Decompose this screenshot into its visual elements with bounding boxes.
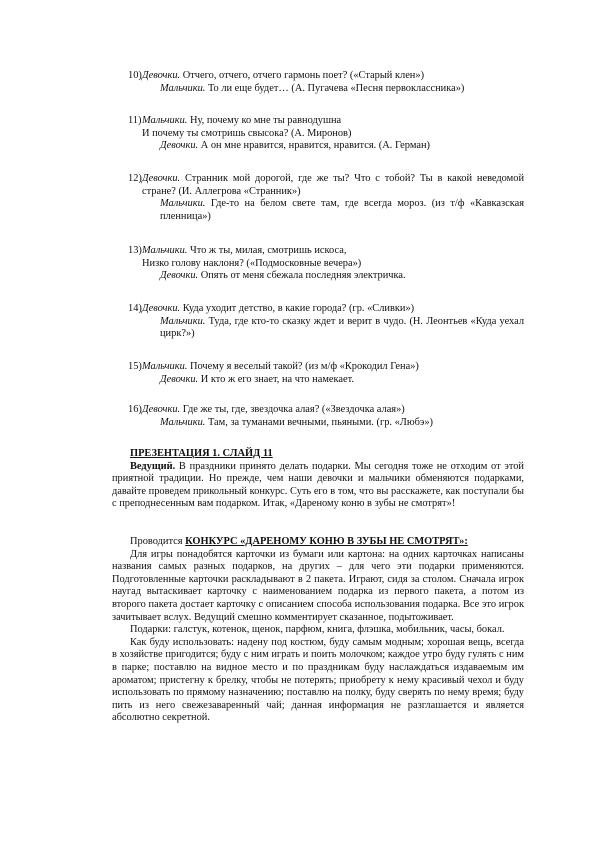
speaker-role: Девочки. [142,173,181,184]
item-number: 11) [128,115,142,126]
song-line: Отчего, отчего, отчего гармонь поет? («Старый клен») [180,70,425,81]
host-paragraph [112,461,524,511]
song-line: Ну, почему ко мне ты равнодушна [187,115,342,126]
speaker-role: Мальчики. [160,198,206,210]
song-line: Почему я веселый такой? (из м/ф «Крокодил Гена») [187,361,419,372]
speaker-role: Мальчики. [142,115,188,126]
song-line: Там, за туманами вечными, пьяными. (гр. «Любэ») [205,416,434,428]
list-item [128,70,524,95]
speaker-role: Девочки. [160,373,199,385]
song-line: То ли еще будет… (А. Пугачева «Песня первоклассника») [205,82,465,94]
song-line: Низко голову наклоня? («Подмосковные вечера») [142,257,362,269]
list-item [128,303,524,341]
speaker-role: Девочки. [142,303,181,314]
host-text: В праздники принято делать подарки. Мы сегодня тоже не отходим от этой приятной традиции. Но прежде, чем наши девочки и мальчики обменяются подарками, давайте проведем прикольный конкурс. Суть его в том, что вы расскажете, как поступали бы с преподнесенным вам подарком. Итак, «Дареному коню в зубы не смотрят»! [112,460,524,510]
presentation-section [112,448,524,511]
item-number: 15) [128,361,142,372]
speaker-role: Девочки. [142,70,181,81]
contest-heading [112,536,524,549]
song-line: Опять от меня сбежала последняя электричка. [198,270,406,282]
usage-paragraph: Как буду использовать: надену под костюм, буду самым модным; хорошая вещь, всегда в хозяйстве пригодится; буду с ним играть и поить молочком; каждое утро буду гулять с ним в парке; поставлю на видное место и по праздникам буду наслаждаться издаваемым им ароматом; пристегну к брелку, чтобы не потерять; приобрету к нему красивый чехол и буду использовать по прямому назначению; поставлю на полку, буду сверять по нему время; буду пить из него свежезаваренный чай; данная информация не разглашается и является абсолютно секретной. [112,636,524,724]
song-line: Где же ты, где, звездочка алая? («Звездочка алая») [180,404,405,415]
item-number: 13) [128,245,142,256]
list-item [128,361,524,386]
item-number: 16) [128,404,142,415]
contest-section [112,536,524,725]
song-line: Куда уходит детство, в какие города? (гр. «Сливки») [180,303,415,314]
item-number: 12) [128,173,142,184]
section-heading: ПРЕЗЕНТАЦИЯ 1. СЛАЙД 11 [130,448,273,459]
gifts-paragraph: Подарки: галстук, котенок, щенок, парфюм, книга, флэшка, мобильник, часы, бокал. [130,624,505,636]
song-line: Туда, где кто-то сказку ждет и верит в чудо. (Н. Леонтьев «Куда уехал цирк?») [160,315,524,340]
song-line: А он мне нравится, нравится, нравится. (А. Герман) [198,140,430,152]
song-line: Где-то на белом свете там, где всегда мороз. (из т/ф «Кавказская пленница») [160,198,524,222]
item-number: 10) [128,70,142,81]
speaker-role: Мальчики. [142,245,188,256]
list-item [128,245,524,283]
list-item [128,404,524,429]
speaker-role: Мальчики. [160,82,206,94]
contest-prefix: Проводится [130,536,186,547]
speaker-role: Девочки. [160,140,199,152]
contest-name: КОНКУРС «ДАРЕНОМУ КОНЮ В ЗУБЫ НЕ СМОТРЯТ»: [185,536,468,547]
speaker-role: Мальчики. [160,416,206,428]
song-line: Странник мой дорогой, где же ты? Что с тобой? Ты в какой неведомой стране? (И. Аллегрова «Странник») [142,173,524,197]
list-item [128,115,524,153]
speaker-role: Мальчики. [160,315,206,327]
speaker-role: Девочки. [160,270,199,282]
item-number: 14) [128,303,142,314]
rules-paragraph: Для игры понадобятся карточки из бумаги или картона: на одних карточках написаны названия самых разных подарков, на других – для чего эти подарки применяются. Подготовленные карточки раскладывают в 2 пакета. Играют, сидя за столом. Сначала игрок наугад вытаскивает карточку с наименованием подарка из первого пакета, а потом из второго пакета достает карточку с описанием способа использования подарка. Все это игрок зачитывает вслух. Ведущий смешно комментирует сказанное, подытоживает. [112,548,524,623]
speaker-role: Девочки. [142,404,181,415]
song-line: И кто ж его знает, на что намекает. [198,373,354,385]
song-line: Что ж ты, милая, смотришь искоса, [187,245,347,256]
list-item [128,173,524,223]
host-label: Ведущий. [130,460,176,472]
speaker-role: Мальчики. [142,361,188,372]
song-line: И почему ты смотришь свысока? (А. Миронов) [142,127,352,139]
